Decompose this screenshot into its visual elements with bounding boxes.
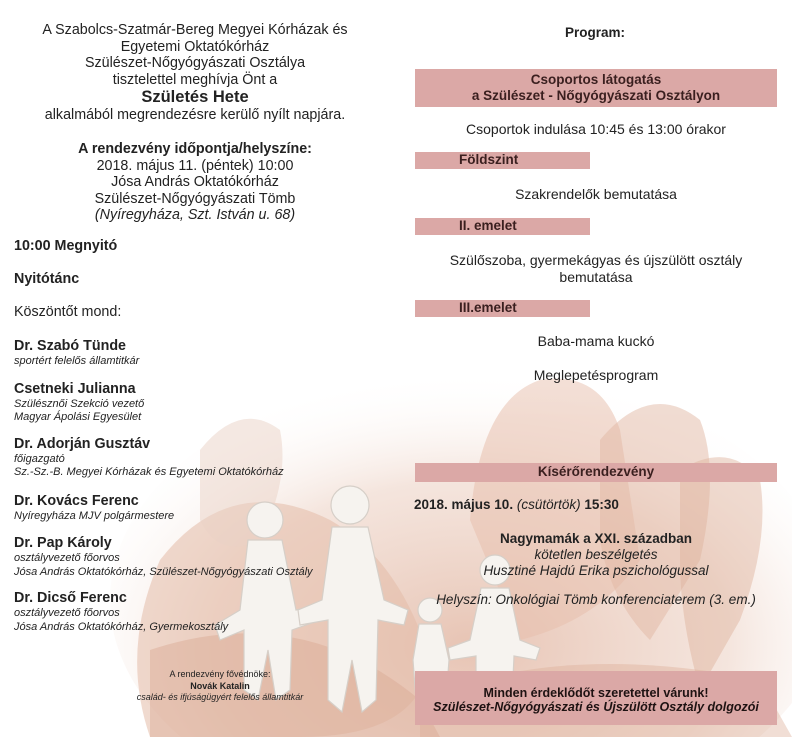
venue-date: 2018. május 11. (péntek) 10:00 [96,157,294,174]
footer-line-1: Minden érdeklődőt szeretettel várunk! [483,686,709,700]
speaker-name: Dr. Kovács Ferenc [14,492,139,509]
venue-heading: A rendezvény időpontja/helyszíne: [78,141,312,157]
speaker-role: Nyíregyháza MJV polgármestere [14,509,175,522]
speaker-role: főigazgató [14,452,65,465]
floor-label: III.emelet [459,300,517,315]
speaker [14,590,394,634]
venue-block [20,141,370,224]
speaker [14,493,394,524]
side-event-location: Helyszín: Onkológiai Tömb konferenciaterem (3. em.) [436,592,756,607]
venue-hospital: Jósa András Oktatókórház [111,174,279,190]
side-event-time: 15:30 [584,497,619,512]
floor-text [415,252,777,286]
speaker-name: Dr. Szabó Tünde [14,338,127,354]
patron-label: A rendezvény fővédnöke: [169,669,271,679]
org-line-1: A Szabolcs-Szatmár-Bereg Megyei Kórházak és [42,22,348,38]
tour-title-line-1: Csoportos látogatás [530,72,662,87]
org-line-4: tisztelettel meghívja Önt a [112,71,278,88]
speaker-role: Jósa András Oktatókórház, Gyermekosztály [14,620,229,633]
side-event-date-text: 2018. május 10. [414,497,514,512]
speaker-name: Dr. Dicső Ferenc [14,590,127,606]
speaker [14,535,394,579]
patron-name: Novák Katalin [190,680,250,691]
speaker-role: osztályvezető főorvos [14,607,120,619]
speaker-role: Jósa András Oktatókórház, Szülészet-Nőgyógyászati Osztály [14,565,313,578]
invitation-block [20,22,370,124]
floor-label: Földszint [459,152,519,167]
greeting-intro: Köszöntőt mond: [14,304,122,320]
speaker [14,338,394,369]
speaker-name: Dr. Adorján Gusztáv [14,435,151,452]
tour-times: Csoportok indulása 10:45 és 13:00 órakor [466,121,726,137]
speaker [14,436,394,480]
speaker-role: osztályvezető főorvos [14,552,120,564]
side-event-heading: Kísérőrendezvény [537,464,655,479]
venue-building: Szülészet-Nőgyógyászati Tömb [94,190,296,207]
footer-line-2: Szülészet-Nőgyógyászati és Újszülött Osztály dolgozói [433,700,759,714]
side-event-host: Husztiné Hajdú Erika pszichológussal [483,563,709,578]
event-line: alkalmából megrendezésre kerülő nyílt napjára. [44,107,346,123]
floor-label: II. emelet [459,218,517,233]
patron-role: család- és ifjúságügyért felelős államtitkár [136,692,304,702]
speaker-list [14,338,394,634]
floor-bar-second [415,218,590,235]
venue-address: (Nyíregyháza, Szt. István u. 68) [94,207,296,223]
opening-block [14,238,374,321]
side-event-weekday: (csütörtök) [516,497,581,512]
patron-block [80,669,360,704]
org-line-3: Szülészet-Nőgyógyászati Osztálya [84,55,306,71]
side-event-title: Nagymamák a XXI. században [499,531,693,546]
opening-time: 10:00 Megnyitó [14,238,118,254]
side-event-subtitle: kötetlen beszélgetés [534,547,658,562]
opening-dance: Nyitótánc [14,271,80,287]
event-title: Születés Hete [141,88,249,106]
speaker-role: sportért felelős államtitkár [14,355,140,367]
org-line-2: Egyetemi Oktatókórház [120,38,270,55]
floor-text-line: bemutatása [559,269,633,285]
speaker-role: Magyar Ápolási Egyesület [14,411,142,423]
speaker-name: Csetneki Julianna [14,380,136,397]
footer-bar [415,671,777,725]
speaker-name: Dr. Pap Károly [14,535,112,551]
side-event-date [414,497,784,512]
floor-bar-ground [415,152,590,169]
side-event-bar [415,463,777,482]
tour-title-line-2: a Szülészet - Nőgyógyászati Osztályon [471,88,721,103]
program-title: Program: [564,25,625,40]
floor-bar-third [415,300,590,317]
floor-text: Meglepetésprogram [533,367,659,383]
side-event-details [415,531,777,608]
floor-text: Baba-mama kuckó [537,333,655,349]
floor-text: Szakrendelők bemutatása [515,186,677,202]
speaker-role: Szülésznői Szekció vezető [14,397,145,410]
tour-title-bar [415,69,777,107]
speaker [14,381,394,425]
floor-text-line: Szülőszoba, gyermekágyas és újszülött osztály [449,252,743,268]
speaker-role: Sz.-Sz.-B. Megyei Kórházak és Egyetemi Oktatókórház [14,466,284,478]
